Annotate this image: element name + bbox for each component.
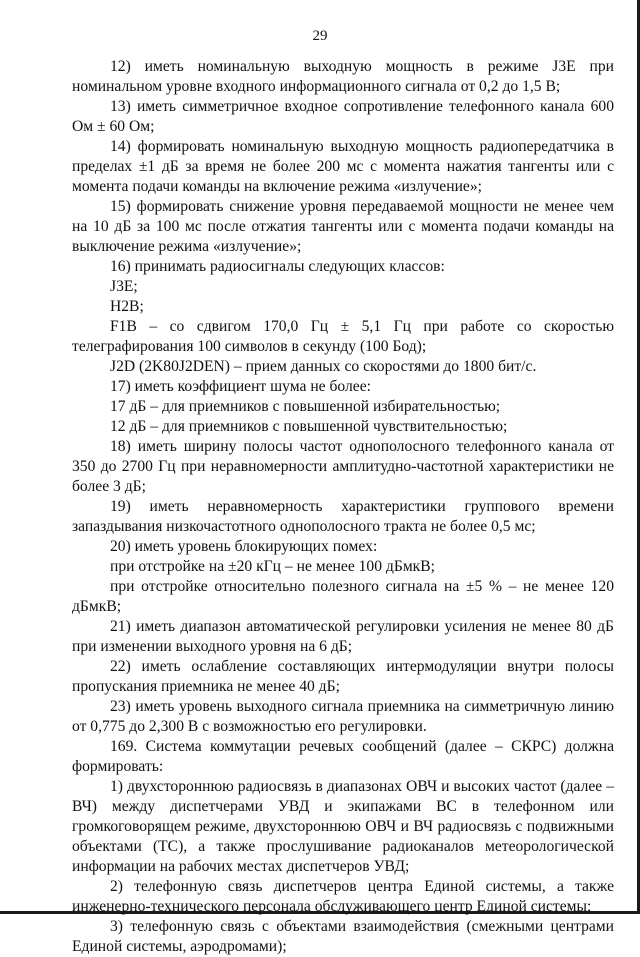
paragraph: 20) иметь уровень блокирующих помех: <box>110 538 378 555</box>
paragraph: при отстройке на ±20 кГц – не менее 100 дБмкВ; <box>110 558 435 575</box>
paragraph: 1) двухстороннюю радиосвязь в диапазонах ОВЧ и высоких частот (далее – ВЧ) между диспетчерами УВД и экипажами ВС в телефонном или громкоговорящем режиме, двухстороннюю ОВЧ и ВЧ радиосвязь с подвижными объектами (ТС), а также прослушивание радиоканалов метеорологической информации на рабочих местах диспетчеров УВД; <box>72 778 614 875</box>
paragraph: 22) иметь ослабление составляющих интермодуляции внутри полосы пропускания приемника не менее 40 дБ; <box>72 658 614 695</box>
paragraph: J2D (2K80J2DEN) – прием данных со скоростями до 1800 бит/с. <box>110 358 537 375</box>
paragraph: 12) иметь номинальную выходную мощность в режиме J3E при номинальном уровне входного информационного сигнала от 0,2 до 1,5 В; <box>72 58 614 95</box>
paragraph: H2B; <box>110 298 144 315</box>
paragraph: при отстройке относительно полезного сигнала на ±5 % – не менее 120 дБмкВ; <box>72 578 614 615</box>
paragraph: 23) иметь уровень выходного сигнала приемника на симметричную линию от 0,775 до 2,300 В с возможностью его регулировки. <box>72 698 614 735</box>
paragraph: 21) иметь диапазон автоматической регулировки усиления не менее 80 дБ при изменении выходного уровня на 6 дБ; <box>72 618 614 655</box>
paragraph: 169. Система коммутации речевых сообщений (далее – СКРС) должна формировать: <box>72 738 614 775</box>
paragraph: 2) телефонную связь диспетчеров центра Единой системы, а также инженерно-технического персонала обслуживающего центр Единой системы; <box>72 878 614 915</box>
paragraph: 17 дБ – для приемников с повышенной избирательностью; <box>110 398 501 415</box>
paragraph: 19) иметь неравномерность характеристики группового времени запаздывания низкочастотного однополосного тракта не более 0,5 мс; <box>72 498 614 535</box>
page-number: 29 <box>312 28 328 44</box>
paragraph: 14) формировать номинальную выходную мощность радиопередатчика в пределах ±1 дБ за время не более 200 мс с момента нажатия тангенты или с момента подачи команды на включение режима «излучение»; <box>72 138 614 195</box>
paragraph: 3) телефонную связь с объектами взаимодействия (смежными центрами Единой системы, аэродромами); <box>72 918 614 955</box>
paragraph: F1B – со сдвигом 170,0 Гц ± 5,1 Гц при работе со скоростью телеграфирования 100 символов в секунду (100 Бод); <box>72 318 614 355</box>
paragraph: 15) формировать снижение уровня передаваемой мощности не менее чем на 10 дБ за 100 мс после отжатия тангенты или с момента подачи команды на выключение режима «излучение»; <box>72 198 614 255</box>
paragraph: 12 дБ – для приемников с повышенной чувствительностью; <box>110 418 508 435</box>
paragraph: 16) принимать радиосигналы следующих классов: <box>110 258 445 275</box>
paragraph: 13) иметь симметричное входное сопротивление телефонного канала 600 Ом ± 60 Ом; <box>72 98 614 135</box>
paragraph: 18) иметь ширину полосы частот однополосного телефонного канала от 350 до 2700 Гц при неравномерности амплитудно-частотной характеристики не более 3 дБ; <box>72 438 614 495</box>
document-body <box>72 57 614 957</box>
paragraph: J3E; <box>110 278 138 295</box>
paragraph: 17) иметь коэффициент шума не более: <box>110 378 371 395</box>
